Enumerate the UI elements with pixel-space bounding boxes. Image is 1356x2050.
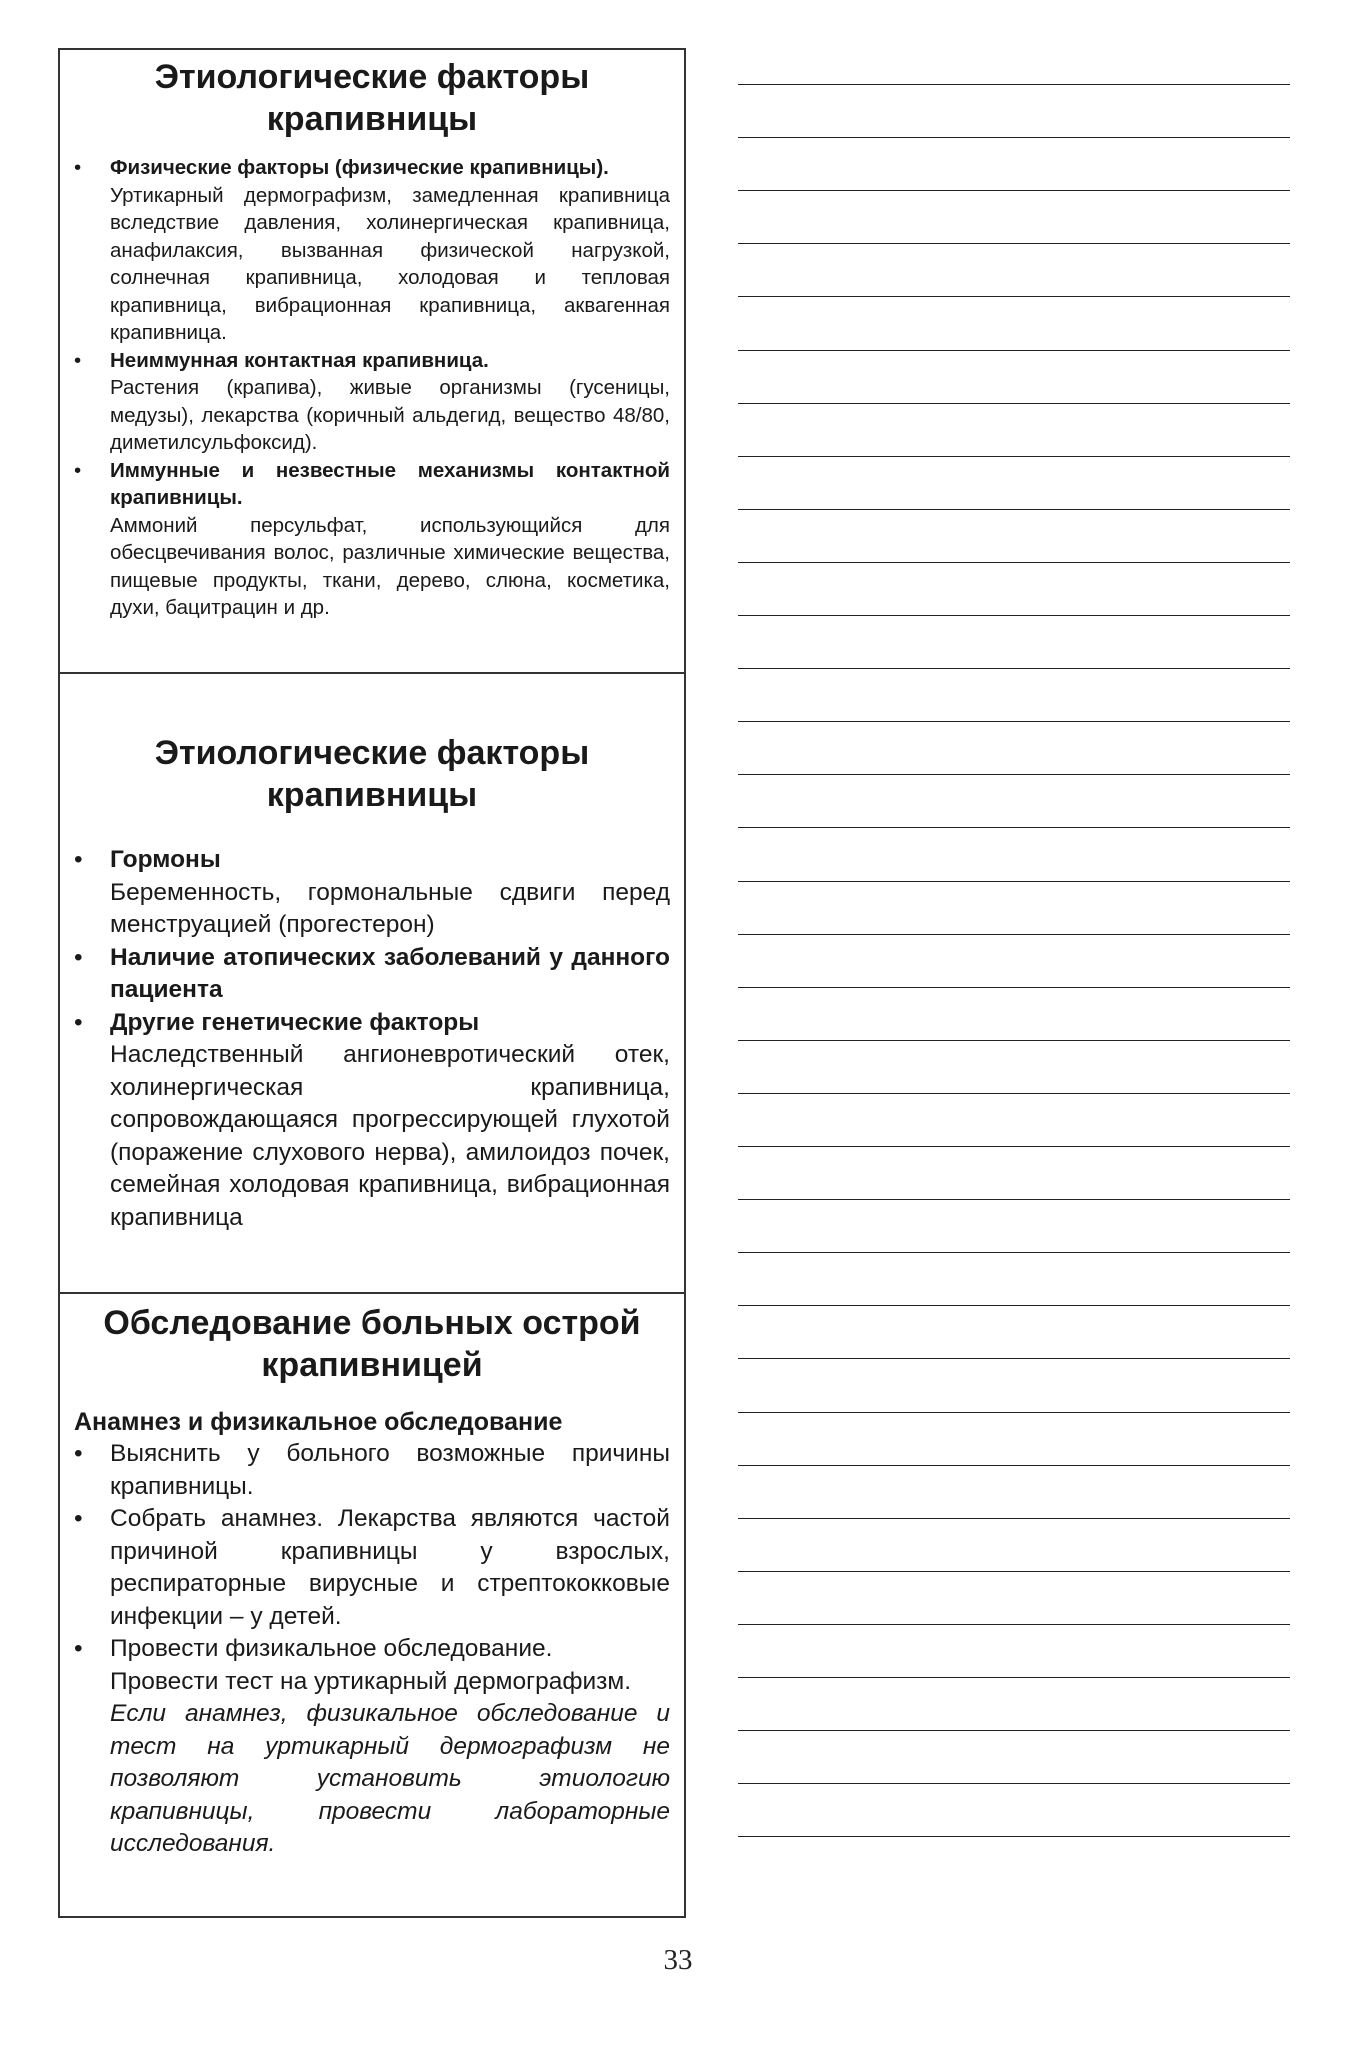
bullet-list: [60, 1438, 684, 1861]
item-heading: Наличие атопических заболеваний у данного пациента: [110, 943, 670, 1003]
item-body: Беременность, гормональные сдвиги перед менструацией (прогестерон): [110, 878, 670, 938]
list-item: [60, 1633, 684, 1861]
item-text: Собрать анамнез. Лекарства являются частой причиной крапивницы у взрослых, респираторные вирусные и стрептококковые инфекции – у детей.: [110, 1505, 670, 1630]
bullet-glyph: •: [74, 1008, 83, 1036]
item-text-secondary: Провести тест на уртикарный дермографизм.: [110, 1667, 632, 1695]
note-line: [738, 296, 1290, 297]
note-line: [738, 84, 1290, 85]
bullet-glyph: •: [74, 943, 83, 971]
item-body: Аммоний персульфат, использующийся для обесцвечивания волос, различные химические вещества, пищевые продукты, ткани, дерево, слюна, косметика, духи, бацитрацин и др.: [110, 513, 670, 619]
note-line: [738, 1305, 1290, 1306]
list-item: [60, 1438, 684, 1503]
bullet-glyph: •: [74, 1440, 83, 1467]
note-line: [738, 1465, 1290, 1466]
note-line: [738, 1199, 1290, 1200]
item-heading: Иммунные и незвестные механизмы контактной крапивницы.: [110, 458, 670, 509]
bullet-glyph: •: [74, 348, 82, 372]
note-line: [738, 350, 1290, 351]
note-line: [738, 456, 1290, 457]
note-line: [738, 562, 1290, 563]
item-heading: Неиммунная контактная крапивница.: [110, 348, 489, 372]
panel-etiology-1: [60, 50, 684, 672]
panel-etiology-2: [60, 672, 684, 1292]
bullet-list: [60, 154, 684, 622]
note-line: [738, 1358, 1290, 1359]
note-line: [738, 1836, 1290, 1837]
note-line: [738, 1730, 1290, 1731]
bullet-glyph: •: [74, 1635, 83, 1662]
note-line: [738, 1252, 1290, 1253]
note-line: [738, 190, 1290, 191]
note-line: [738, 987, 1290, 988]
list-item: [60, 844, 684, 942]
note-line: [738, 509, 1290, 510]
note-line: [738, 1412, 1290, 1413]
item-body: Уртикарный дермографизм, замедленная крапивница вследствие давления, холинергическая крапивница, анафилаксия, вызванная физической нагрузкой, солнечная крапивница, холодовая и тепловая крапивница, вибрационная крапивница, аквагенная крапивница.: [110, 183, 670, 344]
item-body: Наследственный ангионевротический отек, холинергическая крапивница, сопровождающаяся прогрессирующей глухотой (поражение слухового нерва), амилоидоз почек, семейная холодовая крапивница, вибрационная крапивница: [110, 1041, 670, 1231]
item-text: Выяснить у больного возможные причины крапивницы.: [110, 1440, 670, 1500]
panel-examination: [60, 1292, 684, 1916]
note-line: [738, 137, 1290, 138]
bullet-glyph: •: [74, 846, 83, 873]
note-line: [738, 1624, 1290, 1625]
item-heading: Гормоны: [110, 846, 221, 873]
list-item: [60, 457, 684, 622]
note-line: [738, 615, 1290, 616]
section-subheading: Анамнез и физикальное обследование: [74, 1408, 563, 1436]
note-line: [738, 1571, 1290, 1572]
list-item: [60, 942, 684, 1007]
item-text: Провести физикальное обследование.: [110, 1635, 553, 1662]
note-line: [738, 1677, 1290, 1678]
panel-title: Этиологические факторы крапивницы: [154, 734, 590, 814]
note-line: [738, 721, 1290, 722]
panel-title: Обследование больных острой крапивницей: [103, 1304, 641, 1384]
panel-title: Этиологические факторы крапивницы: [154, 58, 590, 138]
note-line: [738, 1518, 1290, 1519]
bullet-list: [60, 844, 684, 1234]
item-italic-note: Если анамнез, физикальное обследование и тест на уртикарный дермографизм не позволяют установить этиологию крапивницы, провести лабораторные исследования.: [110, 1700, 670, 1857]
slide-panels: [58, 48, 686, 1918]
list-item: [60, 1503, 684, 1633]
bullet-glyph: •: [74, 458, 82, 482]
list-item: [60, 347, 684, 457]
list-item: [60, 1007, 684, 1235]
list-item: [60, 154, 684, 347]
item-heading: Другие генетические факторы: [110, 1008, 480, 1036]
item-body: Растения (крапива), живые организмы (гусеницы, медузы), лекарства (коричный альдегид, вещество 48/80, диметилсульфоксид).: [110, 376, 670, 454]
note-line: [738, 243, 1290, 244]
note-line: [738, 934, 1290, 935]
item-heading: Физические факторы (физические крапивницы).: [110, 156, 609, 179]
note-line: [738, 668, 1290, 669]
note-line: [738, 403, 1290, 404]
bullet-glyph: •: [74, 156, 82, 179]
page-number: 33: [663, 1944, 693, 1976]
note-line: [738, 827, 1290, 828]
note-lines: [738, 0, 1290, 2050]
note-line: [738, 774, 1290, 775]
note-line: [738, 1093, 1290, 1094]
note-line: [738, 1040, 1290, 1041]
note-line: [738, 881, 1290, 882]
bullet-glyph: •: [74, 1505, 83, 1532]
note-line: [738, 1146, 1290, 1147]
note-line: [738, 1783, 1290, 1784]
